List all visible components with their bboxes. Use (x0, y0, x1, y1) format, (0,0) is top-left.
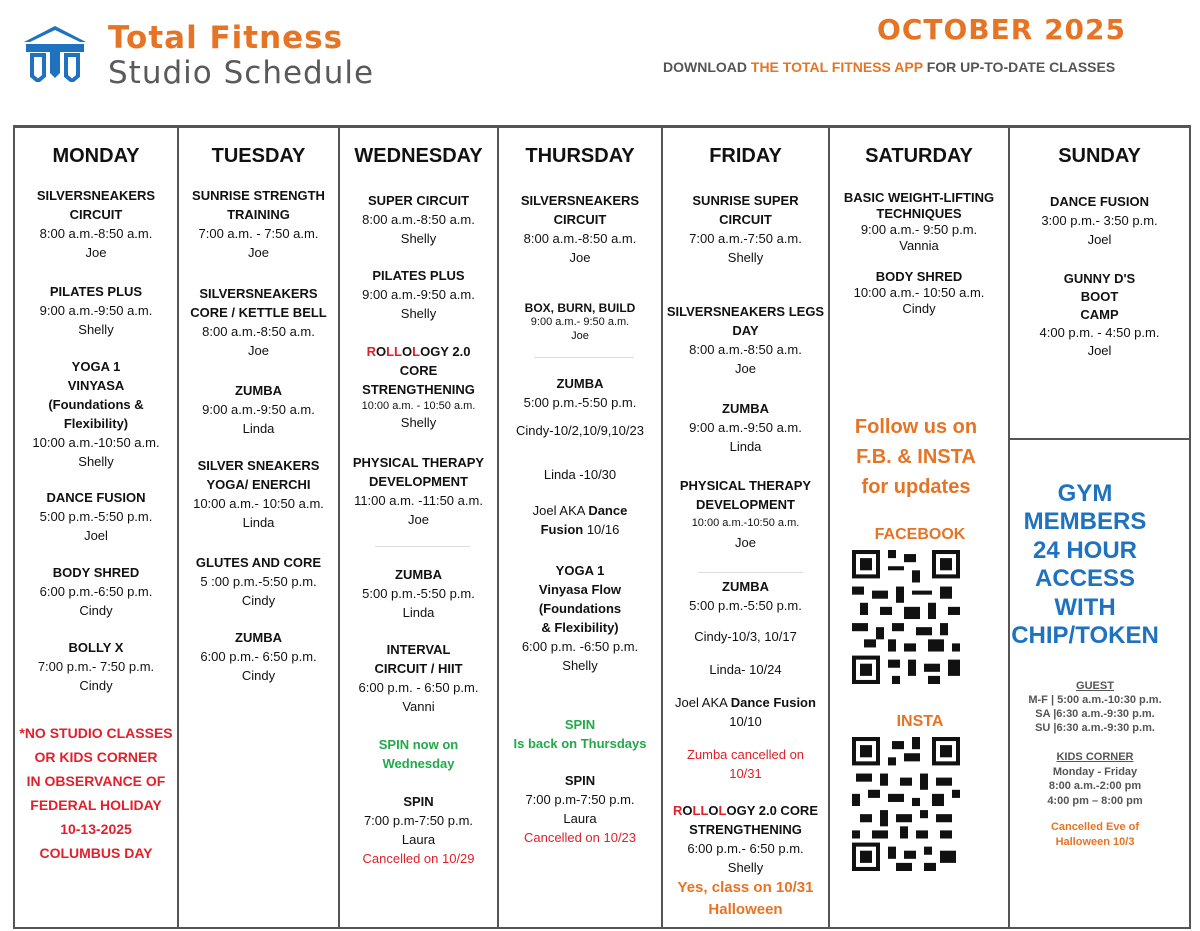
day-header-tuesday: TUESDAY (211, 145, 306, 167)
day-header-saturday: SATURDAY (865, 145, 973, 167)
day-header-wednesday: WEDNESDAY (354, 145, 483, 167)
class-entry: ZUMBA 5:00 p.m.-5:50 p.m. Cindy-10/3, 10/17 Linda- 10/24 Joel AKA Dance Fusion 10/10 Zumba cancelled on 10/31 (675, 579, 816, 781)
spin-notice: SPIN Is back on Thursdays (513, 717, 647, 751)
day-header-sunday: SUNDAY (1058, 145, 1141, 167)
class-entry: SUNRISE SUPER CIRCUIT 7:00 a.m.-7:50 a.m. Shelly (689, 193, 802, 265)
total-fitness-logo-icon (22, 24, 88, 82)
class-entry: BOLLY X 7:00 p.m.- 7:50 p.m. Cindy (37, 640, 155, 693)
day-header-friday: FRIDAY (709, 145, 782, 167)
class-entry: ZUMBA 5:00 p.m.-5:50 p.m. Linda (362, 567, 475, 620)
class-entry: YOGA 1 Vinyasa Flow (Foundations & Flexibility) 6:00 p.m. -6:50 p.m. Shelly (521, 563, 639, 673)
class-entry: ZUMBA 6:00 p.m.- 6:50 p.m. Cindy (200, 630, 317, 683)
kids-corner-cancel-notice: Cancelled Eve of Halloween 10/3 (1050, 821, 1140, 848)
class-entry: BOX, BURN, BUILD 9:00 a.m.- 9:50 a.m. Joe (524, 301, 636, 342)
instagram-qr-icon[interactable] (852, 737, 960, 871)
holiday-notice: *NO STUDIO CLASSES OR KIDS CORNER IN OBSERVANCE OF FEDERAL HOLIDAY 10-13-2025 COLUMBUS DAY (19, 725, 173, 861)
class-entry: SPIN 7:00 p.m-7:50 p.m. Laura Cancelled on 10/29 (362, 794, 475, 866)
class-entry: DANCE FUSION 5:00 p.m.-5:50 p.m. Joel (39, 490, 153, 543)
class-entry: SUPER CIRCUIT 8:00 a.m.-8:50 a.m. Shelly (362, 193, 475, 246)
app-name: THE TOTAL FITNESS APP (750, 59, 923, 75)
day-header-thursday: THURSDAY (525, 145, 635, 167)
class-entry: DANCE FUSION 3:00 p.m.- 3:50 p.m. Joel (1041, 194, 1158, 247)
day-header-monday: MONDAY (52, 145, 140, 167)
class-entry: BODY SHRED 10:00 a.m.- 10:50 a.m. Cindy (853, 269, 985, 316)
facebook-label: FACEBOOK (874, 526, 966, 543)
download-notice: DOWNLOAD THE TOTAL FITNESS APP FOR UP-TO-DATE CLASSES (663, 59, 1116, 75)
guest-hours: GUEST M-F | 5:00 a.m.-10:30 p.m. SA |6:30 a.m.-9:30 p.m. SU |6:30 a.m.-9:30 p.m. (1028, 680, 1162, 734)
facebook-qr-icon[interactable] (852, 550, 960, 684)
spin-notice: SPIN now on Wednesday (378, 737, 459, 771)
day-column-monday (13, 125, 177, 929)
day-column-tuesday (177, 125, 338, 929)
class-entry: ROLLOLOGY 2.0 CORE STRENGTHENING 6:00 p.m.- 6:50 p.m. Shelly (672, 803, 818, 875)
class-entry: SILVERSNEAKERS LEGS DAY 8:00 a.m.-8:50 a.m. Joe (666, 304, 825, 376)
class-entry: ZUMBA 9:00 a.m.-9:50 a.m. Linda (689, 401, 802, 454)
class-entry: YOGA 1 VINYASA (Foundations & Flexibility) 10:00 a.m.-10:50 a.m. Shelly (32, 359, 160, 469)
class-entry: GLUTES AND CORE 5 :00 p.m.-5:50 p.m. Cindy (195, 555, 322, 608)
class-entry: BODY SHRED 6:00 p.m.-6:50 p.m. Cindy (39, 565, 153, 618)
social-follow-notice: Follow us on F.B. & INSTA for updates (854, 416, 978, 498)
kids-corner-hours: KIDS CORNER Monday - Friday 8:00 a.m.-2:00 pm 4:00 pm – 8:00 pm (1047, 751, 1143, 807)
month-title: OCTOBER 2025 (877, 13, 1126, 46)
day-column-thursday (497, 125, 661, 929)
class-entry: PILATES PLUS 9:00 a.m.-9:50 a.m. Shelly (39, 284, 153, 337)
halloween-notice: Yes, class on 10/31 Halloween (677, 879, 814, 918)
insta-label: INSTA (896, 713, 944, 730)
brand-subtitle: Studio Schedule (108, 55, 375, 91)
class-entry: PILATES PLUS 9:00 a.m.-9:50 a.m. Shelly (362, 268, 475, 321)
day-column-wednesday (338, 125, 497, 929)
class-entry: PHYSICAL THERAPY DEVELOPMENT 10:00 a.m.-10:50 a.m. Joe (679, 478, 812, 550)
class-entry: ZUMBA 9:00 a.m.-9:50 a.m. Linda (202, 383, 315, 436)
gym-access-notice: GYM MEMBERS 24 HOUR ACCESS WITH CHIP/TOKEN (1011, 480, 1159, 650)
class-entry: SILVERSNEAKERS CIRCUIT 8:00 a.m.-8:50 a.m. Joe (520, 193, 640, 265)
class-entry: BASIC WEIGHT-LIFTING TECHNIQUES 9:00 a.m.- 9:50 p.m. Vannia (843, 190, 995, 253)
class-entry: SILVER SNEAKERS YOGA/ ENERCHI 10:00 a.m.- 10:50 a.m. Linda (193, 458, 324, 530)
day-column-friday (661, 125, 828, 929)
brand-title: Total Fitness (108, 20, 344, 56)
class-entry: PHYSICAL THERAPY DEVELOPMENT 11:00 a.m. -11:50 a.m. Joe (352, 455, 485, 527)
class-entry: ROLLOLOGY 2.0 CORE STRENGTHENING 10:00 a.m. - 10:50 a.m. Shelly (361, 344, 476, 430)
class-entry: SPIN 7:00 p.m-7:50 p.m. Laura Cancelled on 10/23 (523, 773, 637, 845)
class-entry: SILVERSNEAKERS CORE / KETTLE BELL 8:00 a.m.-8:50 a.m. Joe (190, 286, 327, 358)
class-entry: SUNRISE STRENGTH TRAINING 7:00 a.m. - 7:50 a.m. Joe (192, 188, 325, 260)
class-entry: ZUMBA 5:00 p.m.-5:50 p.m. Cindy-10/2,10/9,10/23 Linda -10/30 Joel AKA Dance Fusion 10/16 (516, 376, 644, 537)
class-entry: INTERVAL CIRCUIT / HIIT 6:00 p.m. - 6:50 p.m. Vanni (358, 642, 479, 714)
class-entry: SILVERSNEAKERS CIRCUIT 8:00 a.m.-8:50 a.m. Joe (36, 188, 156, 260)
class-entry: GUNNY D'S BOOT CAMP 4:00 p.m. - 4:50 p.m. Joel (1039, 271, 1160, 358)
